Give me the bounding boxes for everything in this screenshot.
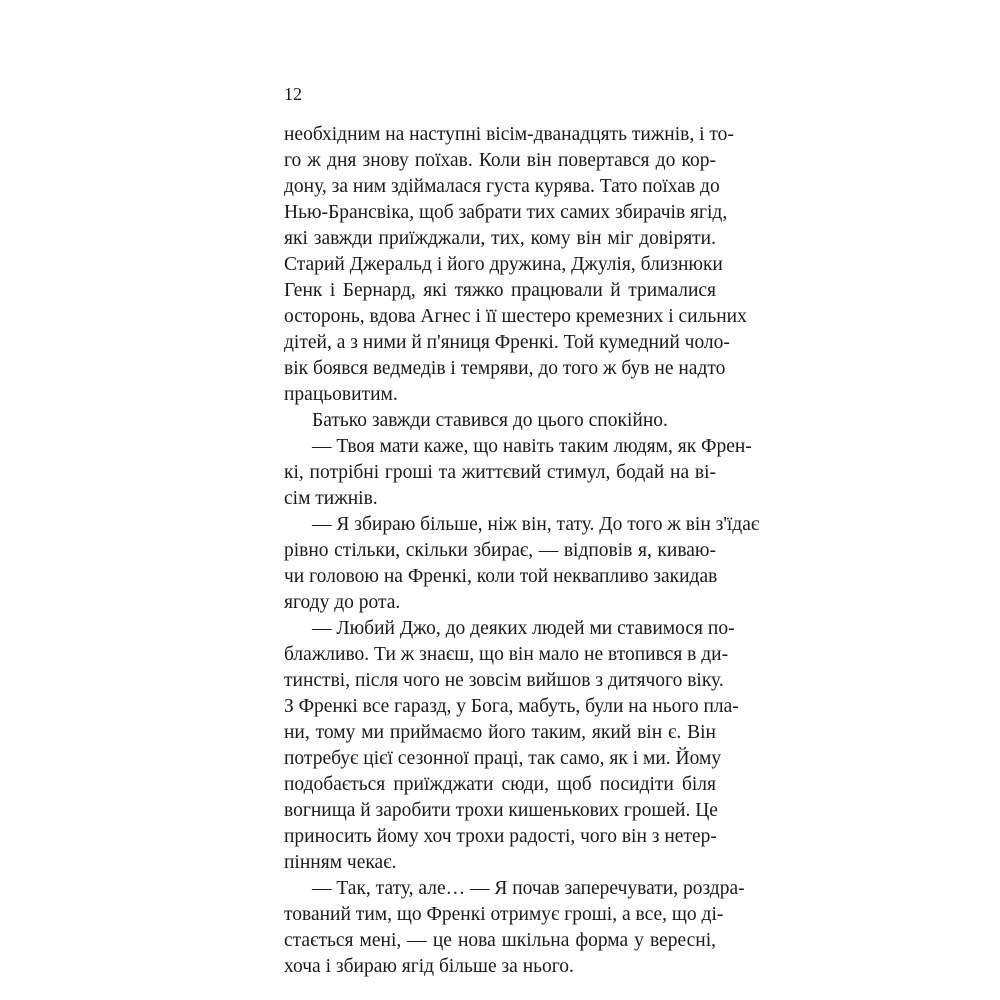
text-line: ни, тому ми приймаємо його таким, який він є. Він — [284, 722, 716, 743]
text-line: хоча і збираю ягід більше за нього. — [284, 956, 574, 977]
paragraph — [284, 876, 745, 980]
text-line: — Так, тату, але… — Я почав заперечувати, роздра- — [312, 878, 745, 899]
text-line: З Френкі все гаразд, у Бога, мабуть, були на нього пла- — [284, 696, 739, 717]
text-line: стається мені, — це нова шкільна форма у вересні, — [284, 930, 716, 951]
text-line: осторонь, вдова Агнес і її шестеро кремезних і сильних — [284, 306, 747, 327]
body-text — [284, 122, 760, 980]
text-line: — Я збираю більше, ніж він, тату. До того ж він з'їдає — [312, 514, 760, 535]
paragraph — [284, 512, 760, 616]
text-line: пінням чекає. — [284, 852, 397, 873]
text-line: дону, за ним здіймалася густа курява. Тато поїхав до — [284, 176, 720, 197]
paragraph — [284, 434, 752, 512]
text-line: — Любий Джо, до деяких людей ми ставимося по- — [312, 618, 735, 639]
text-line: рівно стільки, скільки збирає, — відповів я, киваю- — [284, 540, 716, 561]
text-line: го ж дня знову поїхав. Коли він повертався до кор- — [284, 150, 716, 171]
text-line: тований тим, що Френкі отримує гроші, а все, що ді- — [284, 904, 724, 925]
text-line: працьовитим. — [284, 384, 398, 405]
text-line: приносить йому хоч трохи радості, чого він з нетер- — [284, 826, 717, 847]
text-line: — Твоя мати каже, що навіть таким людям, як Френ- — [312, 436, 752, 457]
text-line: блажливо. Ти ж знаєш, що він мало не втопився в ди- — [284, 644, 729, 665]
text-line: Нью-Брансвіка, щоб забрати тих самих збирачів ягід, — [284, 202, 728, 223]
text-line: тинстві, після чого не зовсім вийшов з дитячого віку. — [284, 670, 724, 691]
text-line: Батько завжди ставився до цього спокійно. — [312, 410, 668, 431]
text-line: Старий Джеральд і його дружина, Джулія, близнюки — [284, 254, 723, 275]
text-line: чи головою на Френкі, коли той неквапливо закидав — [284, 566, 718, 587]
text-line: вік боявся ведмедів і темряви, до того ж був не надто — [284, 358, 726, 379]
text-line: подобається приїжджати сюди, щоб посидіти біля — [284, 774, 716, 795]
page-number: 12 — [284, 84, 302, 104]
paragraph — [284, 122, 747, 408]
paragraph — [284, 408, 716, 434]
paragraph — [284, 616, 739, 876]
text-line: сім тижнів. — [284, 488, 378, 509]
text-line: Генк і Бернард, які тяжко працювали й трималися — [284, 280, 716, 301]
text-line: дітей, а з ними й п'яниця Френкі. Той кумедний чоло- — [284, 332, 730, 353]
text-line: кі, потрібні гроші та життєвий стимул, бодай на ві- — [284, 462, 716, 483]
text-line: ягоду до рота. — [284, 592, 401, 613]
text-line: вогнища й заробити трохи кишенькових грошей. Це — [284, 800, 718, 821]
text-line: які завжди приїжджали, тих, кому він міг довіряти. — [284, 228, 716, 249]
text-line: потребує цієї сезонної праці, так само, як і ми. Йому — [284, 748, 722, 769]
text-line: необхідним на наступні вісім-дванадцять тижнів, і то- — [284, 124, 734, 145]
